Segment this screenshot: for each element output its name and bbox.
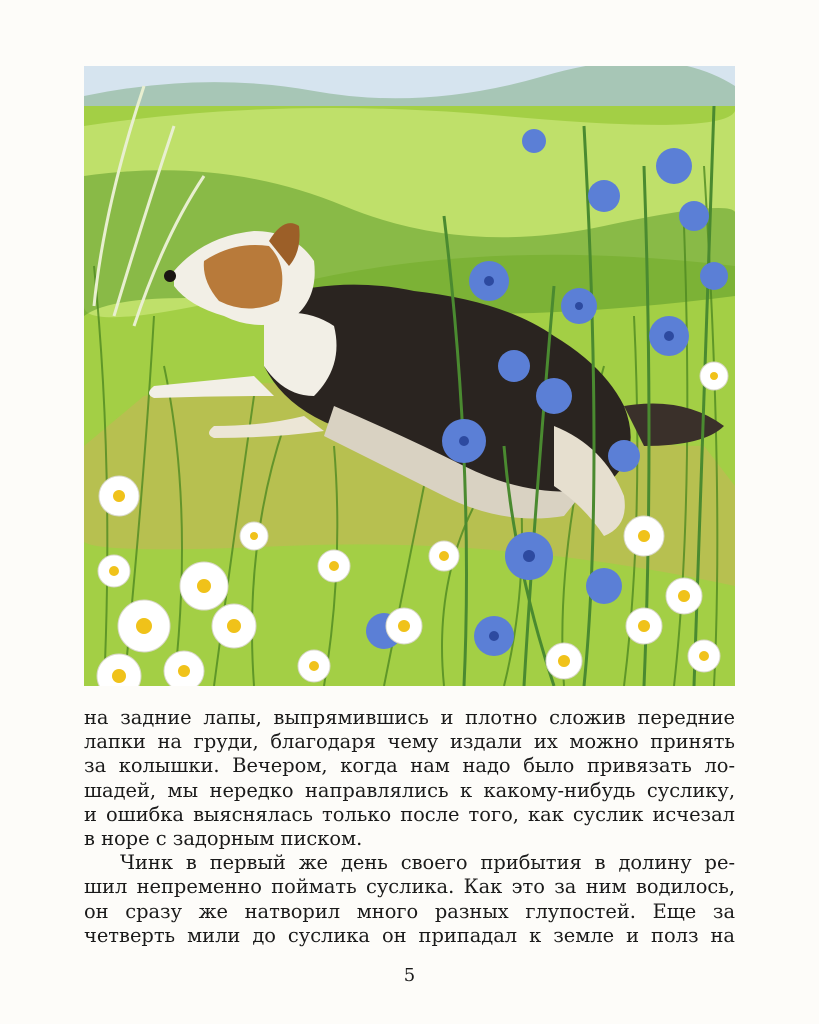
text-line: лапки на груди, благодаря чему издали их можно принять <box>84 730 735 754</box>
text-line: за колышки. Вечером, когда нам надо было привязать ло- <box>84 754 735 778</box>
text-block <box>84 706 735 948</box>
paragraph-2 <box>84 851 735 948</box>
dog-in-meadow-illustration <box>84 66 735 686</box>
paragraph-1 <box>84 706 735 851</box>
text-line: в норе с задорным писком. <box>84 827 363 851</box>
text-line: он сразу же натворил много разных глупостей. Еще за <box>84 899 735 923</box>
dog-nose <box>164 270 176 282</box>
text-line: шадей, мы нередко направлялись к какому-нибудь суслику, <box>84 778 735 802</box>
text-line: Чинк в первый же день своего прибытия в долину ре- <box>120 851 735 875</box>
text-line: четверть мили до суслика он припадал к земле и полз на <box>84 923 735 947</box>
text-line: на задние лапы, выпрямившись и плотно сложив передние <box>84 706 735 729</box>
page-number: 5 <box>403 965 416 986</box>
text-line: и ошибка выяснялась только после того, как суслик исчезал <box>84 802 735 826</box>
text-line: шил непременно поймать суслика. Как это за ним водилось, <box>84 875 735 899</box>
book-illustration <box>84 66 735 686</box>
